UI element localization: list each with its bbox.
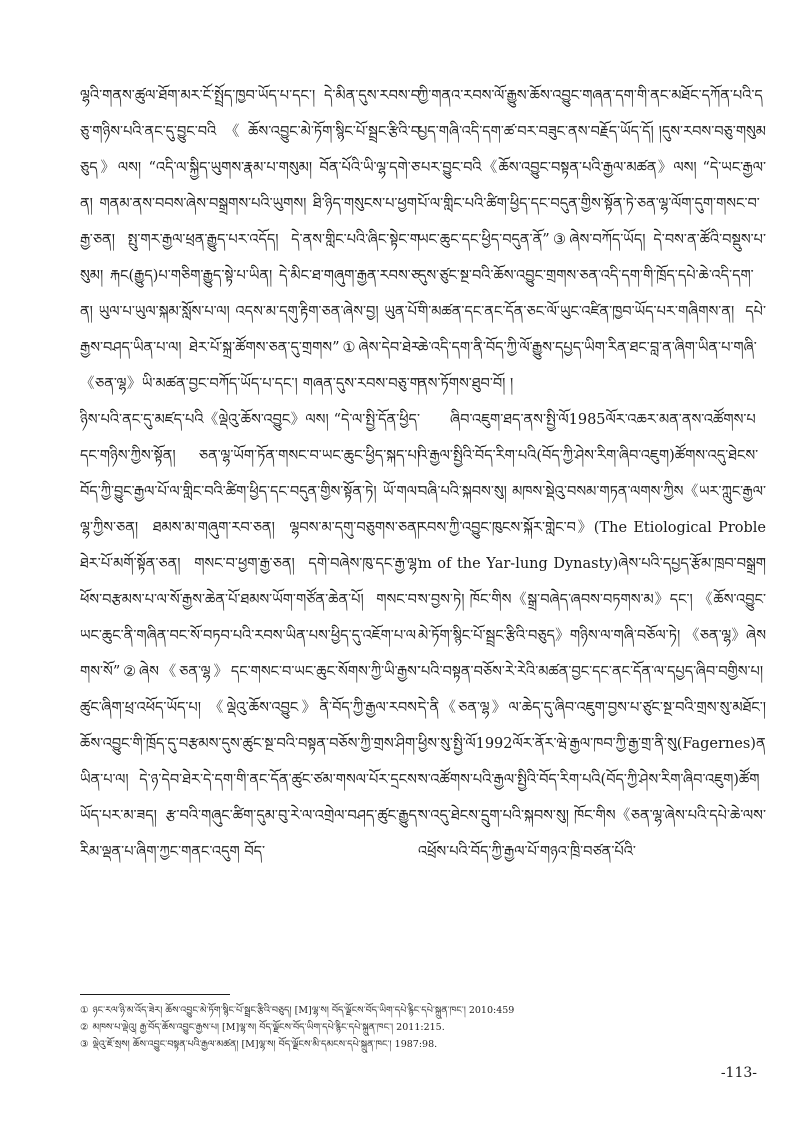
- footnote-marker: ②: [80, 1022, 89, 1033]
- footnote-divider: [80, 994, 230, 995]
- footnote-text: ལྡེའུ་ཇོ་སྲས། ཆོས་འབྱུང་བསྟན་པའི་རྒྱལ་མཚན། [M]ལྷ་ས། བོད་ལྗོངས་མི་དམངས་དཔེ་སྐྲུན་ཁང་། 1987:98.: [92, 1039, 438, 1050]
- footnote-text: མཁས་པ་ལྡེའུ། རྒྱ་བོད་ཆོས་འབྱུང་རྒྱས་པ། [M]ལྷ་ས། བོད་ལྗོངས་བོད་ཡིག་དཔེ་རྙིང་དཔེ་སྐྲུན་ཁང་། 2011:215.: [92, 1022, 445, 1033]
- footnote: [80, 1019, 770, 1036]
- footnote: [80, 1036, 770, 1053]
- right-text-column: [418, 78, 766, 978]
- footnote-marker: ①: [80, 1005, 89, 1016]
- footnote-marker: ③: [80, 1039, 89, 1050]
- page-number: -113-: [720, 1065, 757, 1081]
- body-paragraph: ཞིབ་འཇུག་ཐད་ནས་སྤྱི་ལོ1985ལོར་འཆར་མན་ནས་འཚོགས་པའི་རྒྱལ་སྤྱིའི་བོད་རིག་པའི(བོད་ཀྱི་ཤེས་རིག་ཞིབ་འཇུག)ཚོགས་འདུ་ཐེངས་བཞི་པའི་སྐབས་སུ། མཁས་སྡེའུ་བསམ་གཏན་ལགས་ཀྱིས《ཡར་ཀླུང་རྒྱལ་རབས་ཀྱི་འབྱུང་ཁུངས་སྐོར་གླེང་བ》(The Etiological Problem of the Yar-lung Dynasty)ཞེས་པའི་དཔྱད་རྩོམ་ཁྲབ་བསྒྲགས་བྱས་ཏེ། ཁོང་གིས《སྒྲ་བཞེད་ཞབས་བཏགས་མ》དང་། 《ཆོས་འབྱུང་མེ་ཏོག་སྙིང་པོ་སྦྲང་རྩིའི་བཅུད》གཉིས་ལ་གཞི་བཅོལ་ཏེ། 《ཅན་ལྷ》ཞེས་པའི་བསྟན་བཅོས་རེ་རེའི་མཚན་བྱང་དང་ནང་དོན་ལ་དཔྱད་ཞིབ་བགྱིས་པ། དེ་ནི《ཅན་ལྷ》ལ་ཆེད་དུ་ཞིབ་འཇུག་བྱས་པ་ཙུང་སྔ་བའི་གྲས་སུ་མཐོང་། ཕྱིས་སུ་སྤྱི་ལོ1992ལོར་ནོར་ཝེ་རྒྱལ་ཁབ་ཀྱི་རྒྱ་གྲ་ནི་སུ(Fagernes)ནས་འཚོགས་པའི་རྒྱལ་སྤྱིའི་བོད་རིག་པའི(བོད་ཀྱི་ཤེས་རིག་ཞིབ་འཇུག)ཚོགས་འདུ་ཐེངས་དྲུག་པའི་སྐབས་སུ། ཁོང་གིས《ཅན་ལྷ་ཞེས་པའི་དཔེ་ཆེ་ལས་འཕྲོས་པའི་བོད་ཀྱི་རྒྱལ་པོ་གཉའ་ཁྲི་བཙན་པོའི་: [418, 412, 766, 860]
- body-paragraph: ལྷའི་གནས་ཚུལ་ཐོག་མར་ངོ་སྤྲོད་ཁྱབ་ཡོད་པ་དང་། དེ་མིན་དུས་རབས་བཅུ་གཉིས་པའི་ནང་དུ་བྱུང་བའི《ཆོས་འབྱུང་མེ་ཏོག་སྙིང་པོ་སྦྲང་རྩིའི་བཅུད》ལས། “འདི་ལ་སྐྱིད་ཡུགས་རྣམ་པ་གསུམ། བོན་པོའི་ཡི་ལྷ་དགེ་ཅན། གནམ་ནས་བབས་ཞེས་བསྒྲགས་པའི་ཡུགས། ཐི་ཉིད་གསུངས་པ་ཕྱག་རྒྱ་ཅན། སྤུ་གར་རྒྱལ་ཕྲན་རྒྱུད་པར་འདོད། དེ་ནས་གླིང་པའི་ཞིང་སྟེང་གསུམ། རྐང(རྒྱུད)པ་གཅིག་རྒྱུད་སྟེ་པ་ཡིན། དེ་མིང་ཐ་གཞུག་རྒྱན་རབས་ཅན། ཡུལ་པ་ཡུལ་སྐམ་སློས་པ་ལ། འདས་མ་དགུ་རྟིག་ཅན་ཞེས་བྱ། ཡུན་པོ་རྒྱས་བཤད་ཡིན་པ་ལ། ཐེར་པོ་སྐྲ་ཚོགས་ཅན་དུ་གྲགས”①ཞེས་དེབ་ཐེར《ཅན་ལྷ》ཡི་མཚན་བྱང་བཀོད་ཡོད་པ་དང་། གཞན་དུས་རབས་བཅུ་གཉིས་པའི་ནང་དུ་མཛད་པའི《ལྡེའུ་ཆོས་འབྱུང》ལས། “དེ་ལ་སྤྱི་དོན་ཕྱིད་དང་གཉིས་ཀྱིས་སྟོན། ཅན་ལྷ་ཡོག་ཏོན་གསང་བ་ཡང་ཆུང་ཕྱིད་སྐད་པ། བོད་ཀྱི་བྱུང་རྒྱལ་པོ་ལ་གླིང་བའི་ཚིག་ཕྱིད་དང་བདུན་གྱིས་སྟོན་ཏེ། ཡོ་གལ་ལྷ་ཀྱིས་ཅན། ཐམས་མ་གཞུག་རབ་ཅན། ལྷབས་མ་དགུ་བཅུགས་ཅན། ཐེར་པོ་མགོ་སྟོན་ཅན། གསང་བ་ཕྱག་རྒྱ་ཅན། དགེ་བཞེས་ཁུ་དང་རྒྱ་ལྷ་ཕོས་བརྩམས་པ་ལ་སོ་རྒྱས་ཆེན་པོ་ཐམས་ཡོག་གཙོན་ཆེན་པོ། གསང་བ་ཡང་ཆུང་ནི་གཞིན་བང་སོ་བཏབ་པའི་རབས་ཡིན་པས་ཕྱིད་དུ་འཇོག་པ་ལགས་སོ”②ཞེས《ཅན་ལྷ》དང་གསང་བ་ཡང་ཆུང་སོགས་ཀྱི་ཡི་རྒྱས་ཚུང་ཞིག་ཕྲ་འཕོད་ཡོད་པ། 《ལྡེའུ་ཆོས་འབྱུང》ནི་བོད་ཀྱི་རྒྱལ་རབས་ཆོས་འབྱུང་གི་ཁྲོད་དུ་བརྩམས་དུས་ཚུང་སྔ་བའི་བསྟན་བཅོས་ཀྱི་གྲས་ཤིག་ཡིན་པ་ལ། དེ་ཉ་དེབ་ཐེར་དེ་དག་གི་ནང་དོན་ཚུང་ཙམ་གསལ་པོར་དྲངས་ཡོད་པར་མ་ཟད། རྩ་བའི་གཞུང་ཚིག་དུམ་བུ་རེ་ལ་འགྲེལ་བཤད་ཚུང་རྒྱུད་རིམ་ལྡན་པ་ཞིག་ཀྱང་གནང་འདུག བོད་: [80, 88, 420, 860]
- body-paragraph: ཀྱི་གནའ་རབས་ལོ་རྒྱུས་ཆོས་འབྱུང་གཞན་དག་གི་ནང་མཐོང་དཀོན་པའི་དཔྱད་གཞི་འདི་དག་ཚ་བར་བཟུང་ནས་བརྗོད་ཡོད་དོ། །དུས་རབས་བཅུ་གསུམ་པར་བྱུང་བའི《ཆོས་འབྱུང་བསྟན་པའི་རྒྱལ་མཚན》ལས། “དེ་ཡང་རྒྱལ་པོ་ལ་གླིང་པའི་ཚིག་ཕྱིད་དང་བདུན་གྱིས་སྟོན་ཏེ་ཅན་ལྷ་ལོག་དུག་གསང་བ་ཡང་ཆུང་དང་ཕྱིད་བདུན་ནོ”③ཞེས་བཀོད་ཡོད། དེ་བས་ན་ཚོའི་བསྡུས་པ་དུས་ཙུང་སྔ་བའི་ཆོས་འབྱུང་གྲགས་ཅན་འདི་དག་གི་ཁྲོད་དཔེ་ཆེ་འདི་དག་གི་མཚན་དང་ནང་དོན་ཅང་ལོ་ཡུང་འཛིན་ཁྱབ་ཡོད་པར་གཞིགས་ན། དཔེ་ཆེ་འདི་དག་ནི་བོད་ཀྱི་ལོ་རྒྱུས་དཔྱད་ཡིག་རིན་ཐང་བླ་ན་ཞིག་ཡིན་པ་གཞི་ནས་ཏོགས་ཐུབ་བོ། །: [418, 88, 766, 392]
- footnote: [80, 1002, 770, 1019]
- footnote-text: ཉང་རལ་ཉི་མ་འོད་ཟེར། ཆོས་འབྱུང་མེ་ཏོག་སྙིང་པོ་སྦྲང་རྩིའི་བཅུད། [M]ལྷ་ས། བོད་ལྗོངས་བོད་ཡིག་དཔེ་རྙིང་དཔེ་སྐྲུན་ཁང་། 2010:459: [92, 1005, 515, 1016]
- footnotes: [80, 1002, 770, 1053]
- left-text-column: [80, 78, 420, 978]
